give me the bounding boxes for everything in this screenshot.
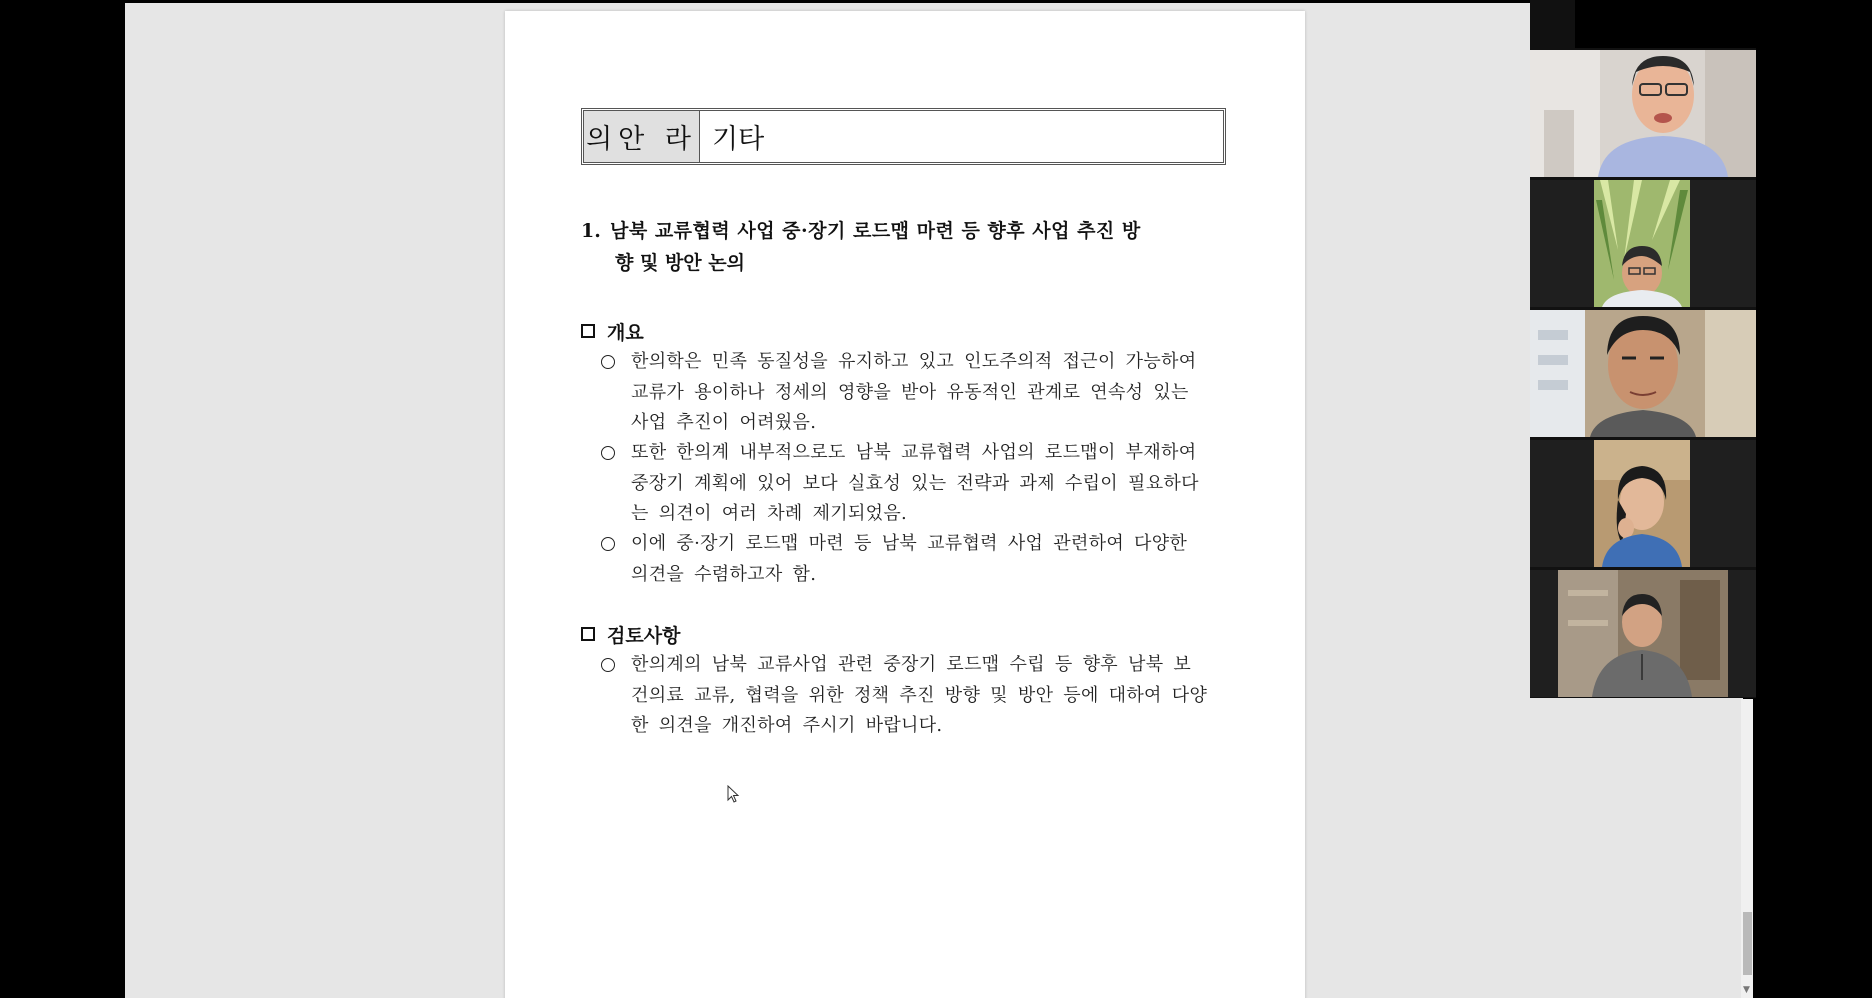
bullet-line: 는 의견이 여러 차례 제기되었음.: [631, 503, 908, 524]
overview-bullet-2: [601, 438, 1231, 530]
circle-bullet-icon: [601, 446, 615, 460]
agenda-label: 의안 라: [584, 111, 700, 162]
video-gallery-topbar: [1575, 0, 1756, 48]
review-bullet-1: [601, 650, 1231, 742]
item-title-line-2: 향 및 방안 논의: [615, 252, 745, 274]
review-heading: [581, 619, 680, 649]
bullet-line: 이에 중·장기 로드맵 마련 등 남북 교류협력 사업 관련하여 다양한: [631, 533, 1188, 554]
circle-bullet-icon: [601, 537, 615, 551]
overview-bullet-1: [601, 347, 1231, 439]
scrollbar-thumb[interactable]: [1743, 912, 1752, 975]
circle-bullet-icon: [601, 658, 615, 672]
document-viewer[interactable]: [125, 3, 1743, 998]
item-number: 1.: [581, 220, 601, 242]
participant-video-1[interactable]: [1530, 50, 1756, 177]
review-heading-label: 검토사항: [607, 624, 681, 647]
overview-bullet-3: [601, 529, 1231, 590]
participant-video-4[interactable]: [1530, 440, 1756, 567]
bullet-line: 한의학은 민족 동질성을 유지하고 있고 인도주의적 접근이 가능하여: [631, 351, 1197, 372]
scroll-down-arrow-icon[interactable]: ▼: [1743, 985, 1750, 995]
circle-bullet-icon: [601, 355, 615, 369]
participant-video-2[interactable]: [1530, 180, 1756, 307]
bullet-line: 건의료 교류, 협력을 위한 정책 추진 방향 및 방안 등에 대하여 다양: [631, 684, 1208, 706]
agenda-header-box: [581, 108, 1226, 165]
participant-video-5[interactable]: [1530, 570, 1756, 697]
bullet-line: 또한 한의계 내부적으로도 남북 교류협력 사업의 로드맵이 부재하여: [631, 442, 1197, 463]
bullet-line: 의견을 수렴하고자 함.: [631, 563, 817, 585]
document-page: [505, 11, 1305, 998]
item-title-line-1: 남북 교류협력 사업 중·장기 로드맵 마련 등 향후 사업 추진 방: [610, 220, 1141, 242]
bullet-line: 한의계의 남북 교류사업 관련 중장기 로드맵 수립 등 향후 남북 보: [631, 654, 1192, 675]
participant-video-3[interactable]: [1530, 310, 1756, 437]
overview-heading-label: 개요: [607, 321, 644, 344]
overview-heading: [581, 316, 644, 346]
bullet-line: 한 의견을 개진하여 주시기 바랍니다.: [631, 715, 943, 736]
mouse-pointer-icon: [727, 785, 741, 805]
bullet-line: 사업 추진이 어려웠음.: [631, 412, 817, 433]
bullet-line: 중장기 계획에 있어 보다 실효성 있는 전략과 과제 수립이 필요하다: [631, 472, 1199, 494]
bullet-line: 교류가 용이하나 정세의 영향을 받아 유동적인 관계로 연속성 있는: [631, 381, 1189, 403]
square-bullet-icon: [581, 324, 595, 338]
square-bullet-icon: [581, 627, 595, 641]
agenda-title: 기타: [712, 124, 765, 155]
